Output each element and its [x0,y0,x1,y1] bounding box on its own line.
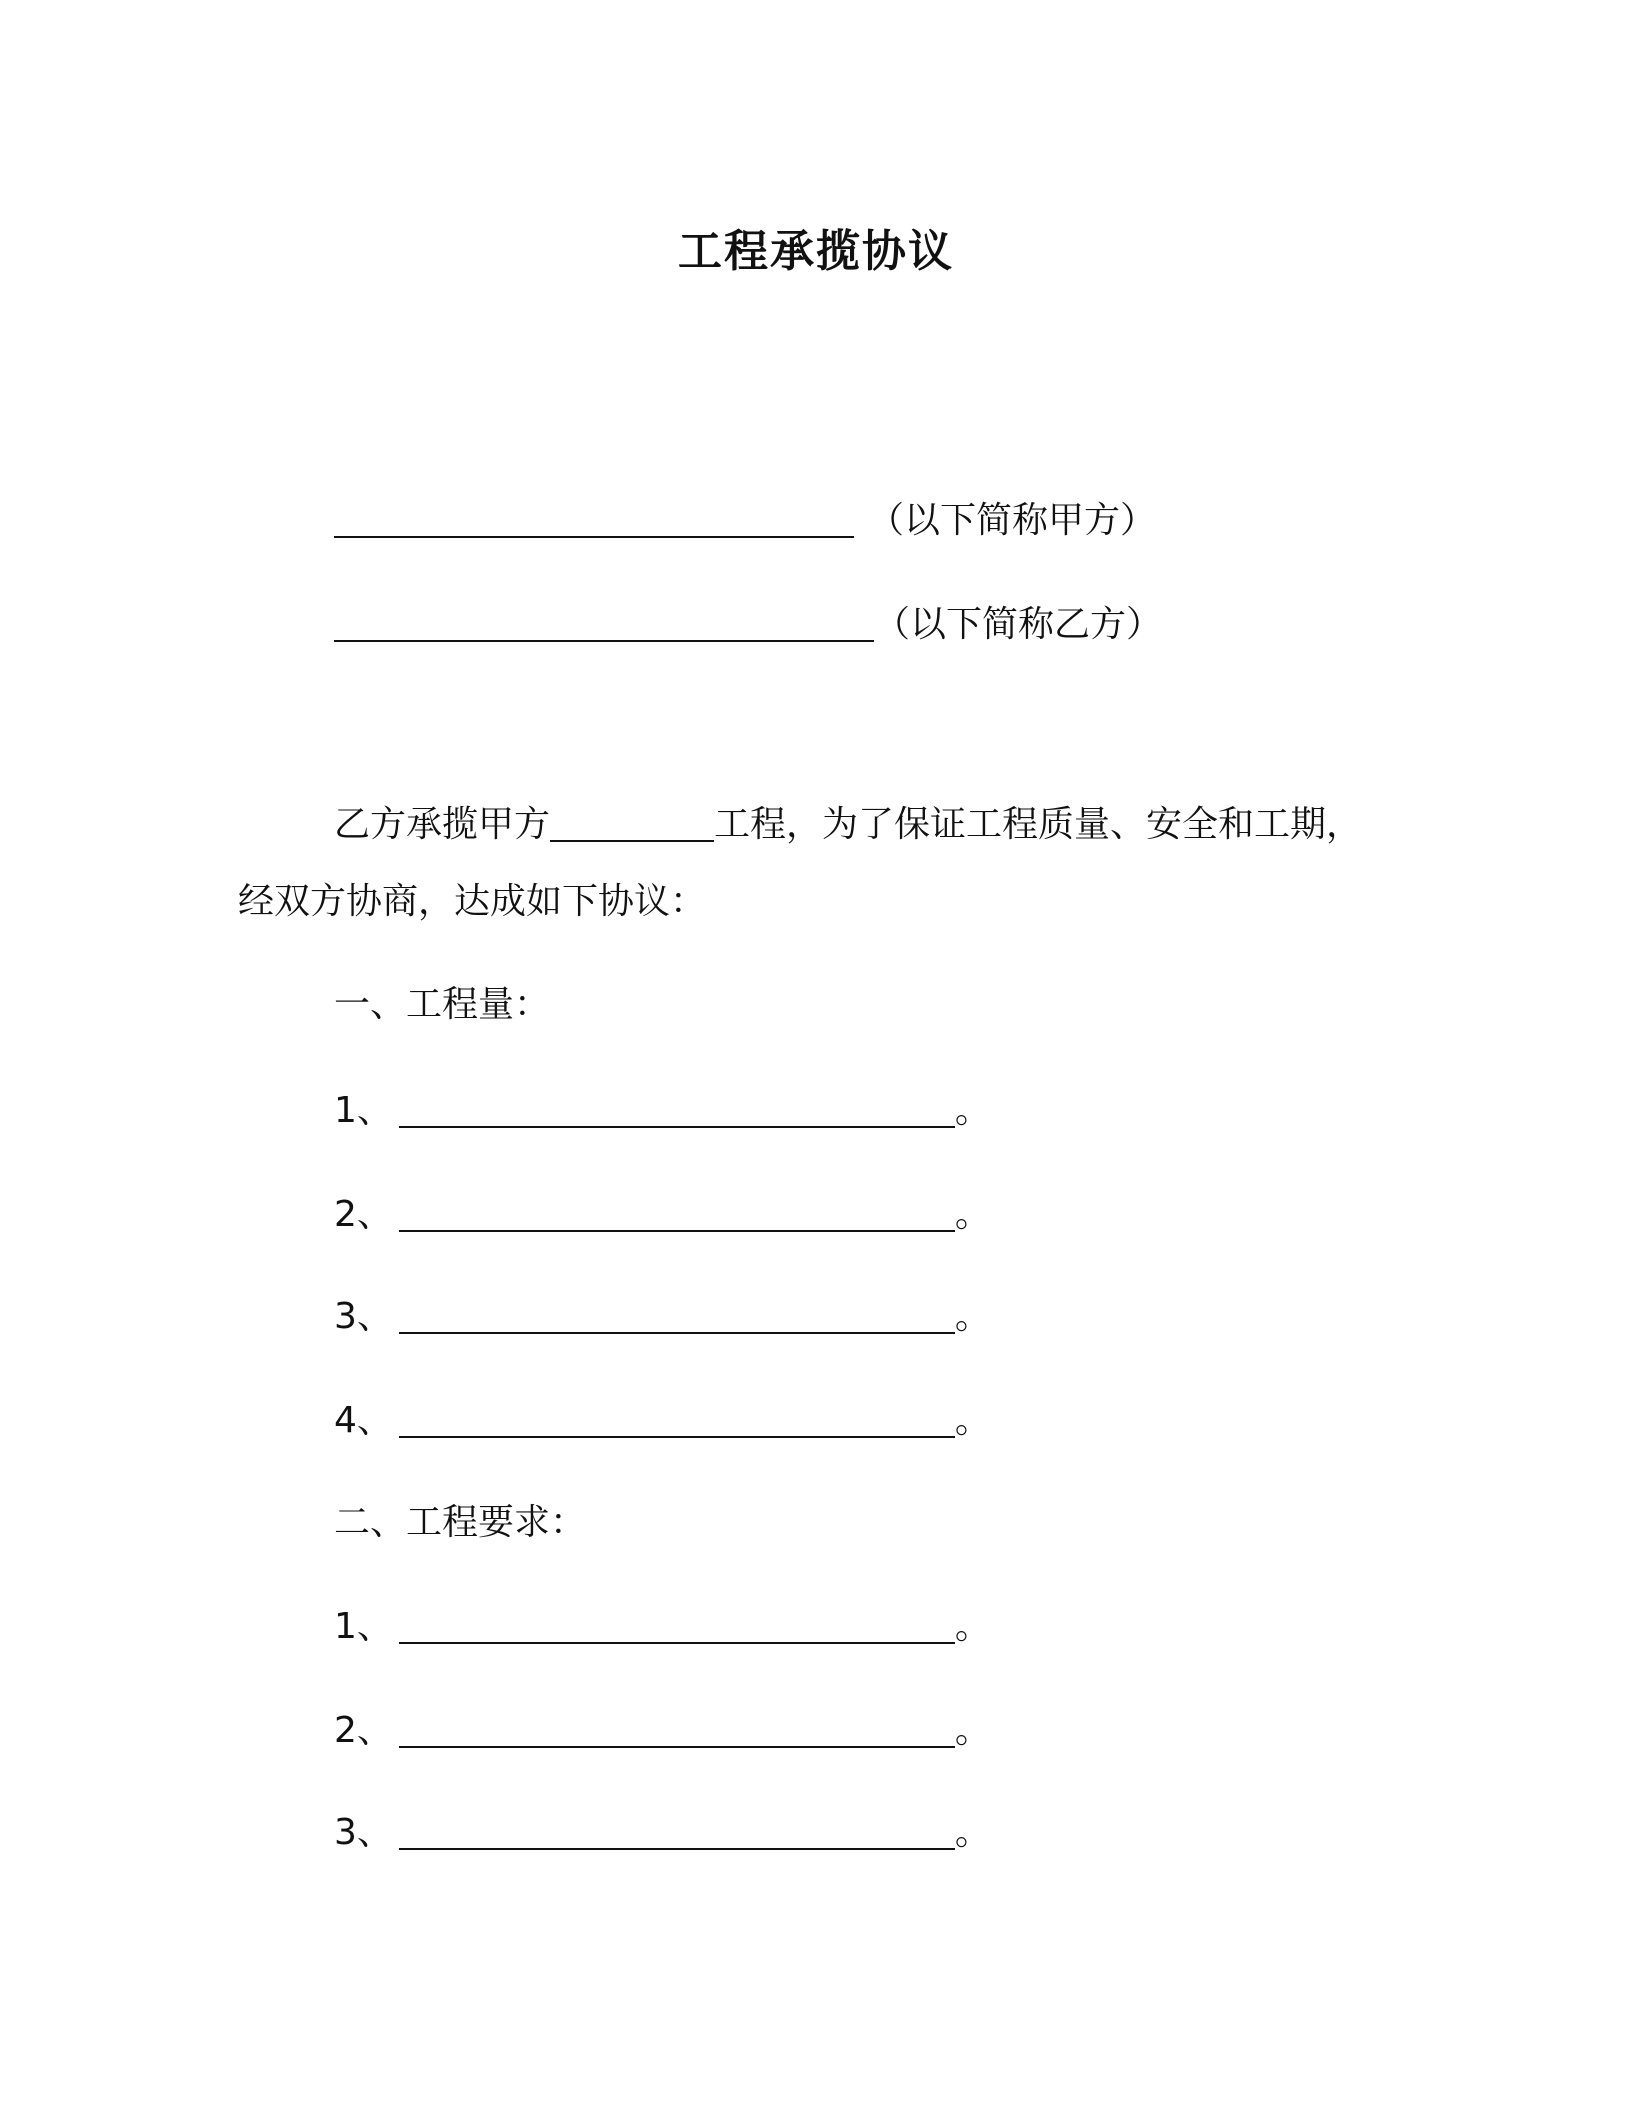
section-1-item [334,1086,991,1136]
intro-text-1: 乙方承揽甲方 [334,804,551,845]
section-2-item [334,1808,991,1858]
item-number: 2、 [334,1194,393,1235]
item-blank [399,1294,955,1334]
party-b-line [334,600,1162,650]
party-a-suffix: （以下简称甲方） [868,500,1157,541]
item-end: 。 [954,1400,991,1441]
item-blank [399,1810,955,1850]
item-end: 。 [954,1090,991,1131]
section-1-heading: 一、工程量： [334,984,551,1025]
item-number: 3、 [334,1296,393,1337]
intro-line-1 [334,800,1362,850]
section-2-item [334,1706,991,1756]
item-blank [399,1604,955,1644]
item-blank [399,1192,955,1232]
section-1-item [334,1396,991,1446]
section-2-item [334,1602,991,1652]
intro-text-2: 工程，为了保证工程质量、安全和工期， [714,804,1363,845]
party-a-line [334,496,1156,546]
section-1-item [334,1190,991,1240]
item-end: 。 [954,1606,991,1647]
section-2-heading: 二、工程要求： [334,1502,587,1543]
project-name-blank [550,802,714,842]
item-end: 。 [954,1710,991,1751]
item-end: 。 [954,1296,991,1337]
item-number: 1、 [334,1090,393,1131]
party-a-blank [334,498,854,538]
item-blank [399,1398,955,1438]
item-number: 1、 [334,1606,393,1647]
party-b-blank [334,602,874,642]
item-number: 2、 [334,1710,393,1751]
section-1-item [334,1292,991,1342]
document-title: 工程承揽协议 [678,226,954,277]
intro-line-2: 经双方协商，达成如下协议： [238,881,707,922]
item-blank [399,1708,955,1748]
item-number: 3、 [334,1812,393,1853]
item-number: 4、 [334,1400,393,1441]
item-blank [399,1088,955,1128]
party-b-suffix: （以下简称乙方） [874,604,1163,645]
item-end: 。 [954,1194,991,1235]
item-end: 。 [954,1812,991,1853]
